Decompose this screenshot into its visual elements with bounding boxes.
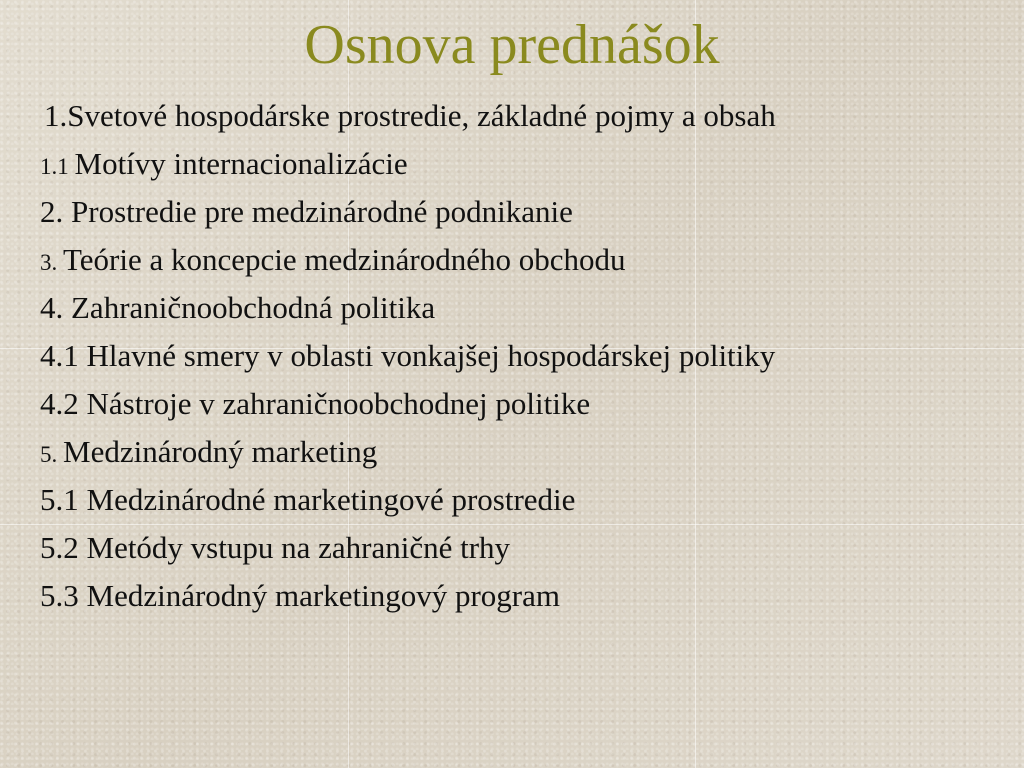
list-item [40,188,1010,236]
item-number: 5. [40,442,63,467]
item-text: Nástroje v zahraničnoobchodnej politike [86,386,591,421]
item-number: 5.3 [40,578,87,613]
item-text: Zahraničnoobchodná politika [71,290,436,325]
item-text: Motívy internacionalizácie [74,146,408,181]
item-text: Metódy vstupu na zahraničné trhy [86,530,511,565]
item-text: Prostredie pre medzinárodné podnikanie [71,194,573,229]
list-item [40,428,1010,476]
item-text: Medzinárodné marketingové prostredie [86,482,576,517]
list-item [40,524,1010,572]
list-item [40,92,1010,140]
item-text: Medzinárodný marketing [63,434,378,469]
item-number: 3. [40,250,63,275]
list-item [40,236,1010,284]
item-number: 1.1 [40,154,75,179]
item-number: 4.2 [40,386,87,421]
list-item [40,284,1010,332]
item-text: Svetové hospodárske prostredie, základné pojmy a obsah [67,98,776,133]
outline-list [40,92,1010,620]
item-text: Hlavné smery v oblasti vonkajšej hospodárskej politiky [86,338,776,373]
item-number: 5.2 [40,530,87,565]
item-text: Teórie a koncepcie medzinárodného obchodu [63,242,626,277]
item-number: 2. [40,194,71,229]
list-item [40,572,1010,620]
item-number: 1. [44,98,68,133]
item-number: 4.1 [40,338,87,373]
item-number: 5.1 [40,482,87,517]
list-item [40,332,1010,380]
item-number: 4. [40,290,71,325]
list-item [40,380,1010,428]
item-text: Medzinárodný marketingový program [86,578,560,613]
list-item [40,476,1010,524]
list-item [40,140,1010,188]
slide-title: Osnova prednášok [304,14,720,76]
